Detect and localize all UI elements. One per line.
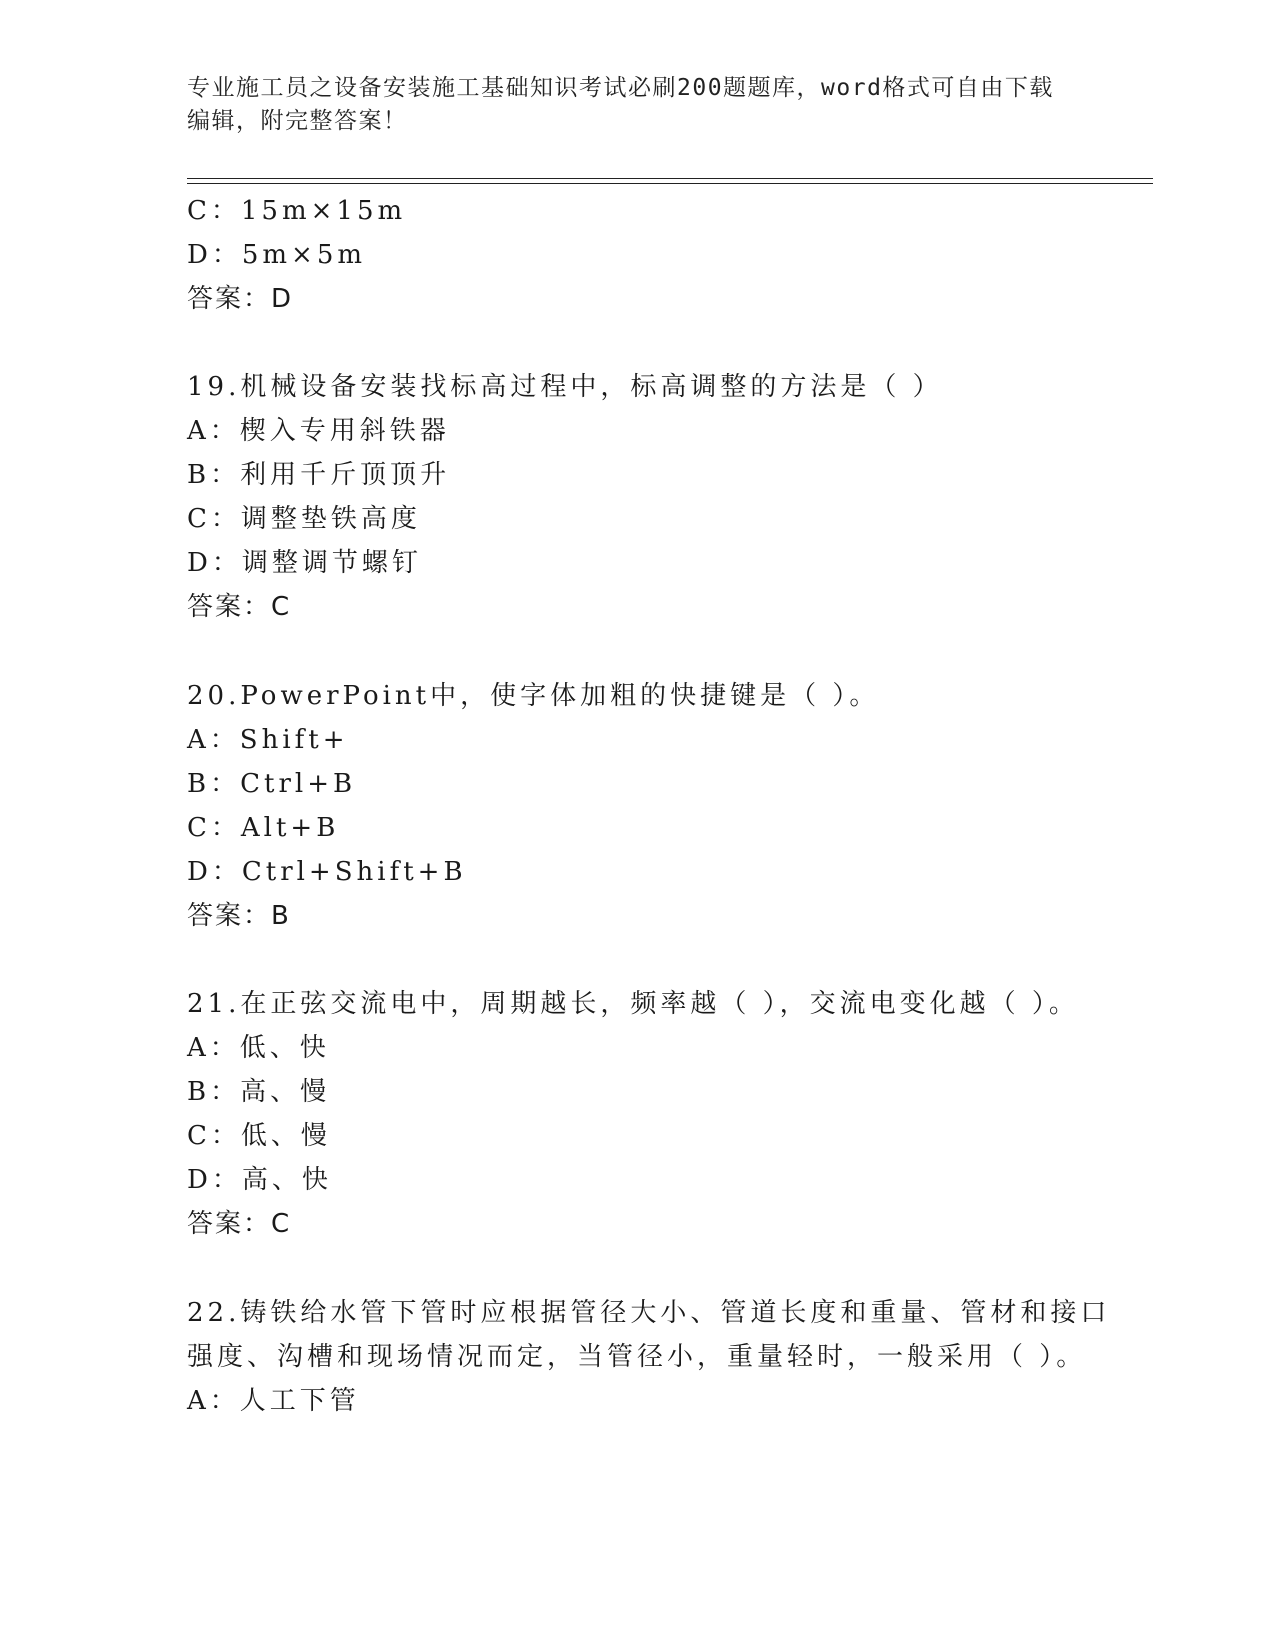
- q19-option-a: A：楔入专用斜铁器: [187, 416, 450, 446]
- q21-answer: 答案：C: [187, 1209, 292, 1239]
- q20-option-a: A：Shift+: [187, 725, 349, 755]
- prev-option-d: D：5m×5m: [187, 240, 367, 270]
- q19-option-d: D：调整调节螺钉: [187, 548, 422, 578]
- q21-option-c: C：低、慢: [187, 1121, 331, 1151]
- q19-question: 19.机械设备安装找标高过程中，标高调整的方法是（ ）: [187, 372, 943, 402]
- q21-question: 21.在正弦交流电中，周期越长，频率越（ ），交流电变化越（ ）。: [187, 989, 1079, 1019]
- q21-option-b: B：高、慢: [187, 1077, 331, 1107]
- header-divider-bottom: [187, 183, 1153, 184]
- prev-answer: 答案：D: [187, 284, 294, 314]
- header-line-2: 编辑，附完整答案！: [187, 108, 408, 134]
- q20-option-c: C：Alt+B: [187, 813, 340, 843]
- document-header: [187, 72, 1067, 138]
- q19-option-c: C：调整垫铁高度: [187, 504, 421, 534]
- q22-question-line-1: 22.铸铁给水管下管时应根据管径大小、管道长度和重量、管材和接口: [187, 1298, 1111, 1328]
- q20-question: 20.PowerPoint中，使字体加粗的快捷键是（ ）。: [187, 681, 880, 711]
- header-divider-top: [187, 178, 1153, 179]
- q20-option-b: B：Ctrl+B: [187, 769, 357, 799]
- q20-option-d: D：Ctrl+Shift+B: [187, 857, 467, 887]
- q20-answer: 答案：B: [187, 901, 291, 931]
- q19-option-b: B：利用千斤顶顶升: [187, 460, 451, 490]
- q22-option-a: A：人工下管: [187, 1386, 360, 1416]
- q21-option-d: D：高、快: [187, 1165, 332, 1195]
- q22-question-line-2: 强度、沟槽和现场情况而定，当管径小，重量轻时，一般采用（ ）。: [187, 1342, 1087, 1372]
- q19-answer: 答案：C: [187, 592, 292, 622]
- q21-option-a: A：低、快: [187, 1033, 330, 1063]
- prev-option-c: C：15m×15m: [187, 196, 407, 226]
- header-line-1: 专业施工员之设备安装施工基础知识考试必刷200题题库，word格式可自由下载: [187, 75, 1054, 101]
